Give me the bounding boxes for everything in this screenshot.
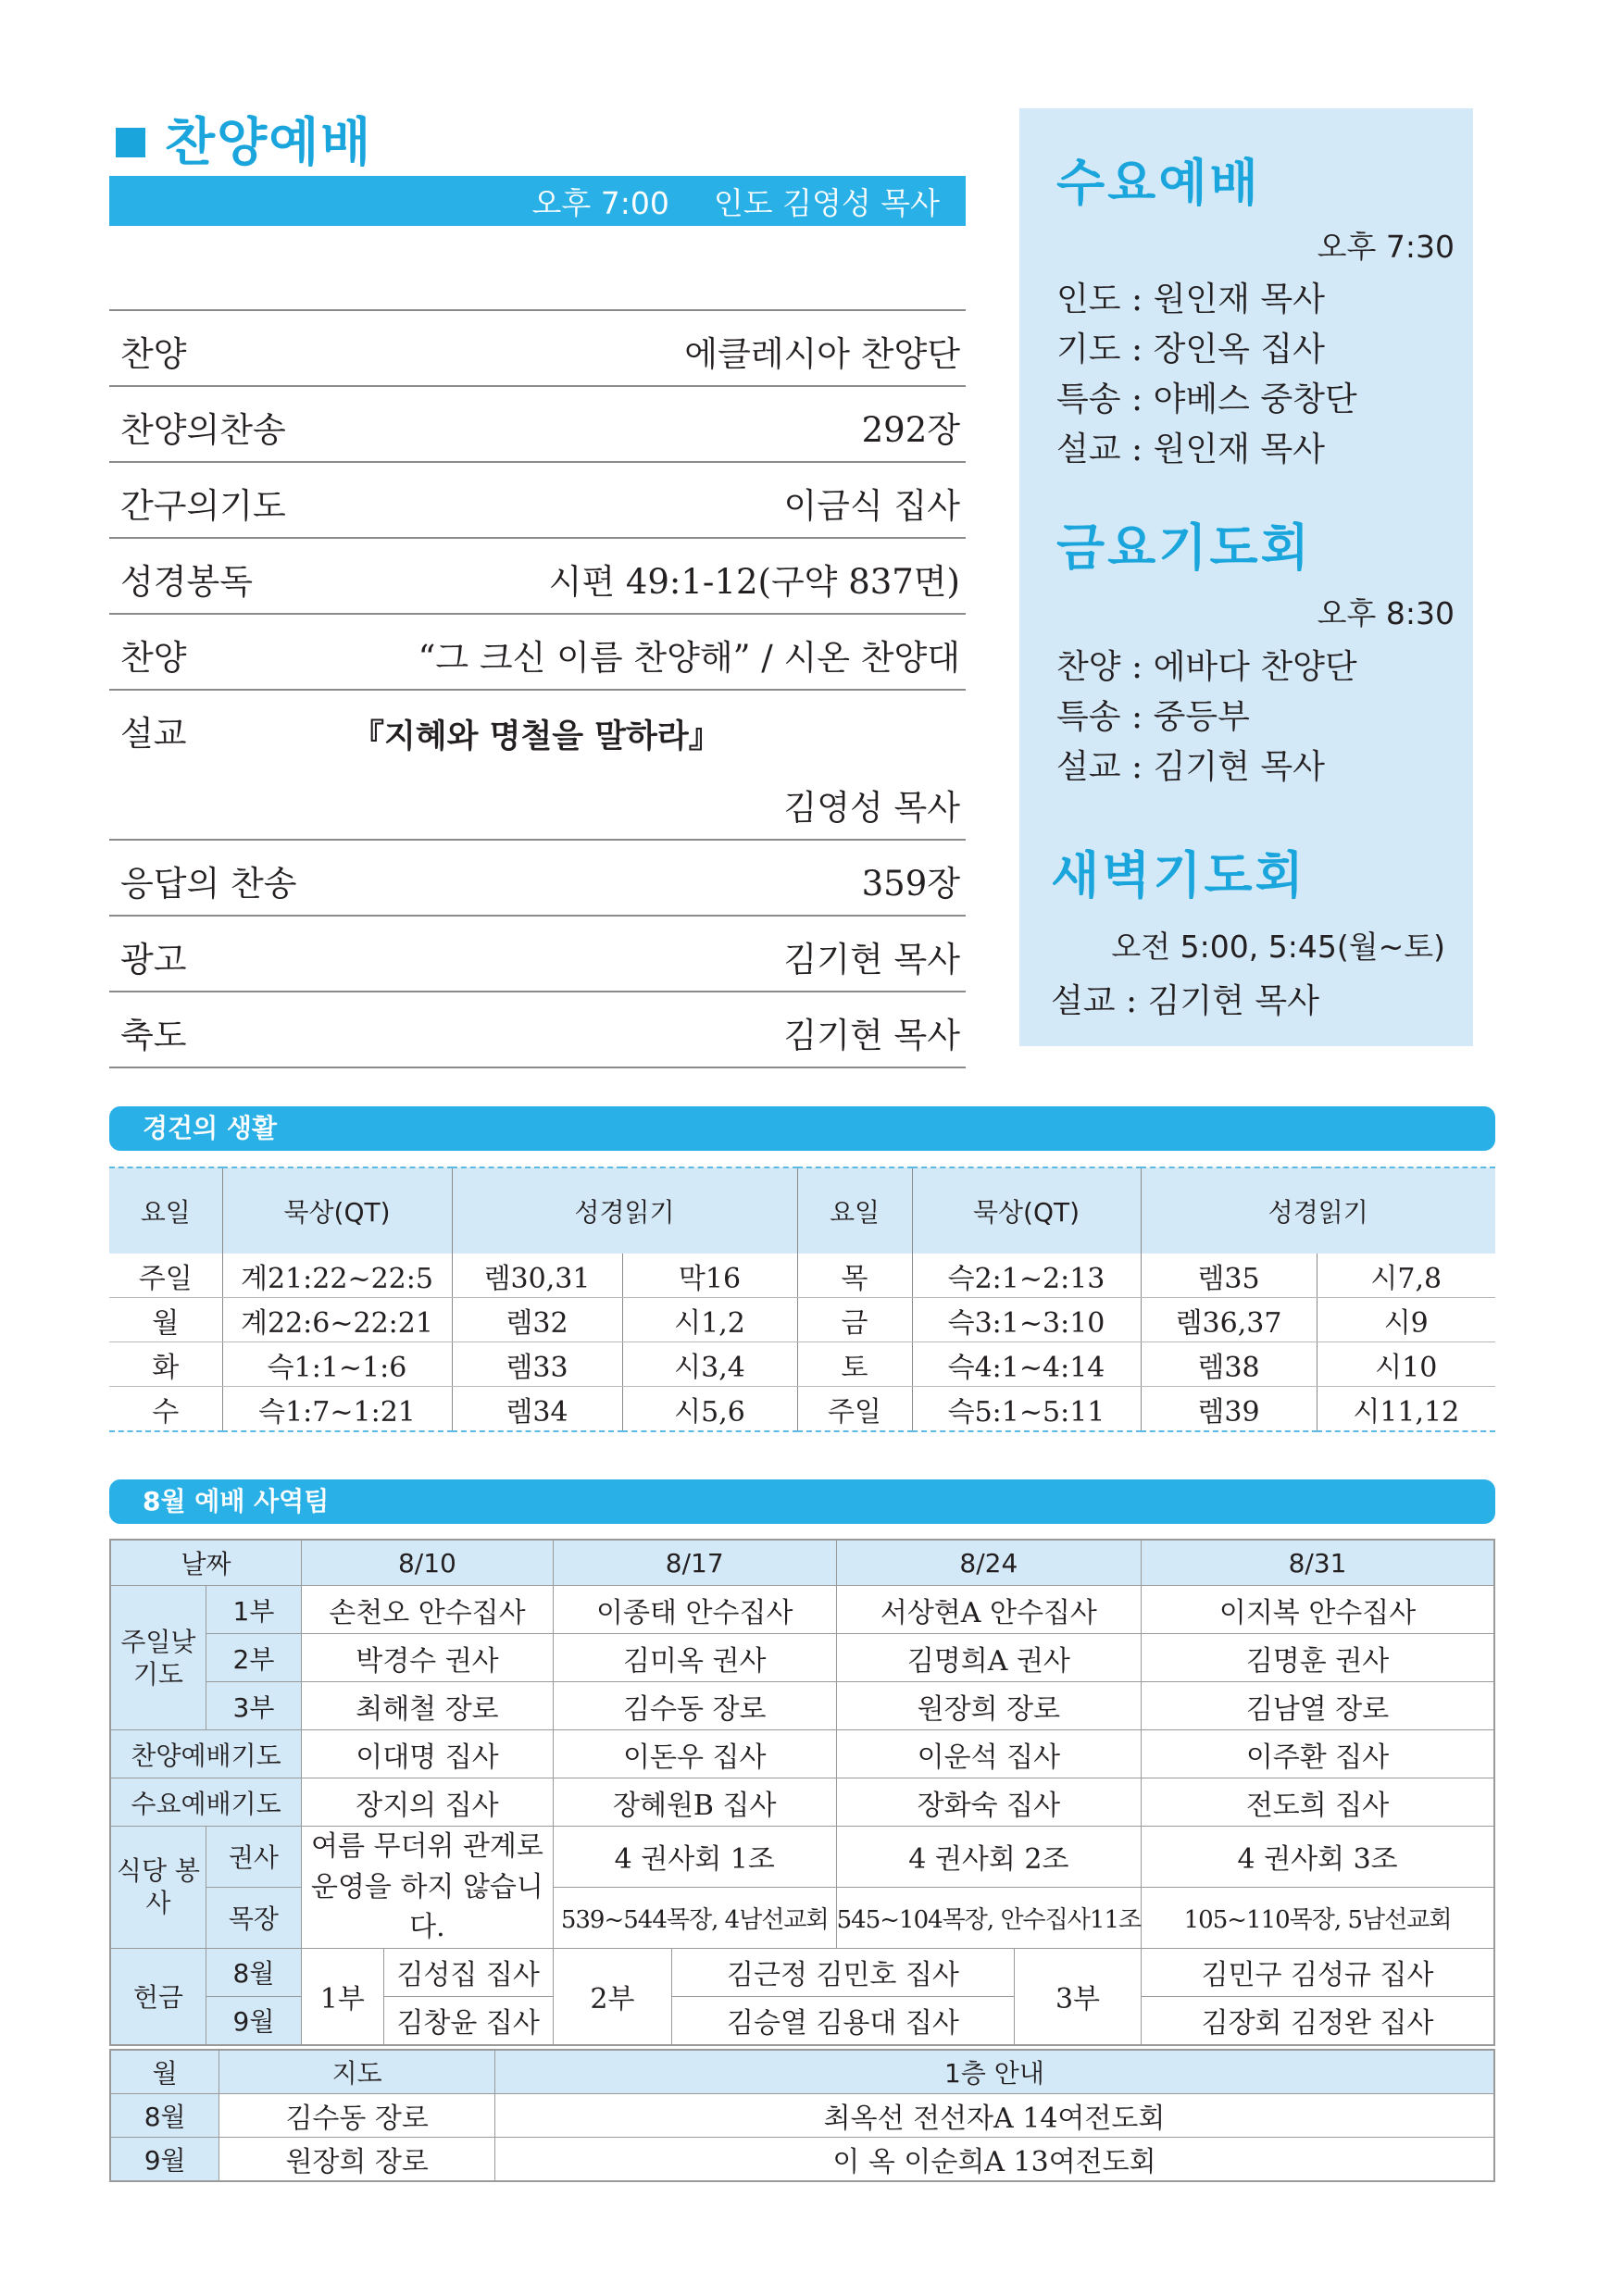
order-label: 찬양 — [120, 334, 187, 374]
qt-row — [109, 1298, 1495, 1342]
wed-line — [1056, 373, 1357, 420]
guide-month: 8월 — [110, 2094, 219, 2138]
sunday-prayer-label: 주일낮 기도 — [110, 1586, 206, 1730]
guide-cell: 원장희 장로 — [219, 2138, 495, 2182]
qt-cell: 렘30,31 — [452, 1254, 622, 1298]
fri-line — [1056, 741, 1325, 788]
part-label: 1부 — [206, 1586, 301, 1634]
team-cell: 김명훈 권사 — [1142, 1634, 1494, 1682]
team-cell: 김승열 김용대 집사 — [672, 1996, 1015, 2045]
team-cell: 전도희 집사 — [1142, 1778, 1494, 1827]
team-cell: 539~544목장, 4남선교회 — [553, 1887, 836, 1948]
qt-cell: 토 — [797, 1342, 912, 1387]
team-cell: 김민구 김성규 집사 — [1142, 1948, 1494, 1996]
wed-person: : 장인옥 집사 — [1120, 331, 1325, 368]
guide-cell: 이 옥 이순희A 13여전도회 — [494, 2138, 1494, 2182]
order-row — [109, 613, 966, 689]
wed-person: : 원인재 목사 — [1120, 430, 1325, 468]
qt-cell: 렘38 — [1141, 1342, 1317, 1387]
team-cell: 이주환 집사 — [1142, 1730, 1494, 1778]
offering-part: 2부 — [553, 1948, 671, 2045]
qt-cell: 주일 — [797, 1387, 912, 1432]
qt-cell: 시1,2 — [622, 1298, 797, 1342]
guide-cell: 최옥선 전선자A 14여전도회 — [494, 2094, 1494, 2138]
kitchen-sub-label: 권사 — [206, 1827, 301, 1888]
qt-cell: 슥1:7~1:21 — [222, 1387, 452, 1432]
team-cell: 장혜원B 집사 — [553, 1778, 836, 1827]
wed-role: 인도 — [1056, 281, 1121, 318]
offering-month: 9월 — [206, 1996, 301, 2045]
order-value: “그 크신 이름 찬양해” / 시온 찬양대 — [418, 638, 960, 678]
order-row — [109, 537, 966, 613]
team-cell: 이돈우 집사 — [553, 1730, 836, 1778]
wed-line — [1056, 273, 1325, 320]
order-label: 응답의 찬송 — [120, 864, 297, 904]
qt-table — [109, 1167, 1495, 1432]
team-cell: 4 권사회 2조 — [836, 1827, 1141, 1888]
date-header: 8/31 — [1142, 1540, 1494, 1586]
team-section-header: 8월 예배 사역팀 — [109, 1479, 1495, 1524]
qt-cell: 슥4:1~4:14 — [912, 1342, 1141, 1387]
qt-cell: 슥2:1~2:13 — [912, 1254, 1141, 1298]
order-row — [109, 839, 966, 915]
offering-month: 8월 — [206, 1948, 301, 1996]
date-header: 8/10 — [302, 1540, 554, 1586]
order-label: 광고 — [120, 940, 187, 980]
kitchen-sub-label: 목장 — [206, 1887, 301, 1948]
qt-cell: 시10 — [1317, 1342, 1495, 1387]
order-row — [109, 915, 966, 991]
guide-header: 월 — [110, 2050, 219, 2094]
order-row-sermon — [109, 689, 966, 839]
qt-cell: 렘39 — [1141, 1387, 1317, 1432]
team-cell: 김명희A 권사 — [836, 1634, 1141, 1682]
qt-cell: 주일 — [109, 1254, 222, 1298]
team-cell: 4 권사회 1조 — [553, 1827, 836, 1888]
fri-role: 설교 — [1056, 748, 1121, 786]
team-cell: 원장희 장로 — [836, 1682, 1141, 1730]
qt-row — [109, 1254, 1495, 1298]
qt-cell: 시7,8 — [1317, 1254, 1495, 1298]
qt-cell: 시11,12 — [1317, 1387, 1495, 1432]
qt-header-cell: 묵상(QT) — [912, 1167, 1141, 1254]
qt-cell: 계22:6~22:21 — [222, 1298, 452, 1342]
praise-prayer-label: 찬양예배기도 — [110, 1730, 302, 1778]
wed-person: : 원인재 목사 — [1120, 281, 1325, 318]
fri-person: : 중등부 — [1120, 698, 1250, 736]
qt-header-cell: 요일 — [797, 1167, 912, 1254]
order-row — [109, 991, 966, 1068]
qt-cell: 시3,4 — [622, 1342, 797, 1387]
order-label: 설교 — [120, 714, 187, 754]
team-cell: 이종태 안수집사 — [553, 1586, 836, 1634]
qt-row — [109, 1342, 1495, 1387]
team-cell: 김근정 김민호 집사 — [672, 1948, 1015, 1996]
qt-header-cell: 요일 — [109, 1167, 222, 1254]
date-label: 날짜 — [110, 1540, 302, 1586]
qt-header-row — [109, 1167, 1495, 1254]
evening-leader: 인도 김영성 목사 — [713, 184, 940, 221]
offering-part: 1부 — [302, 1948, 383, 2045]
part-label: 2부 — [206, 1634, 301, 1682]
team-cell: 장화숙 집사 — [836, 1778, 1141, 1827]
order-label: 간구의기도 — [120, 486, 286, 526]
order-value: 이금식 집사 — [783, 486, 960, 526]
team-cell: 김장회 김정완 집사 — [1142, 1996, 1494, 2045]
team-cell: 김수동 장로 — [553, 1682, 836, 1730]
evening-service-bar — [109, 176, 966, 226]
team-cell: 김성집 집사 — [383, 1948, 553, 1996]
order-row — [109, 461, 966, 537]
wed-line — [1056, 323, 1325, 370]
qt-cell: 렘33 — [452, 1342, 622, 1387]
qt-header-cell: 묵상(QT) — [222, 1167, 452, 1254]
qt-section-header: 경건의 생활 — [109, 1106, 1495, 1151]
order-label: 성경봉독 — [120, 562, 253, 602]
kitchen-note: 여름 무더위 관계로 운영을 하지 않습니다. — [302, 1827, 554, 1949]
team-table — [109, 1539, 1495, 2046]
guide-header: 1층 안내 — [494, 2050, 1494, 2094]
team-cell: 105~110목장, 5남선교회 — [1142, 1887, 1494, 1948]
wed-service-time: 오후 7:30 — [1317, 229, 1455, 265]
guide-month: 9월 — [110, 2138, 219, 2182]
wed-line — [1056, 423, 1325, 470]
qt-cell: 렘35 — [1141, 1254, 1317, 1298]
guide-header: 지도 — [219, 2050, 495, 2094]
date-header: 8/17 — [553, 1540, 836, 1586]
team-cell: 4 권사회 3조 — [1142, 1827, 1494, 1888]
team-cell: 손천오 안수집사 — [302, 1586, 554, 1634]
fri-line — [1056, 691, 1250, 738]
evening-service-title: 찬양예배 — [165, 113, 373, 173]
weekday-services-box — [1019, 108, 1473, 1046]
team-cell: 김창윤 집사 — [383, 1996, 553, 2045]
team-cell: 이운석 집사 — [836, 1730, 1141, 1778]
fri-person: : 에바다 찬양단 — [1120, 648, 1357, 686]
wed-role: 설교 — [1056, 430, 1121, 468]
qt-cell: 목 — [797, 1254, 912, 1298]
qt-cell: 슥1:1~1:6 — [222, 1342, 452, 1387]
order-label: 찬양 — [120, 638, 187, 678]
guide-cell: 김수동 장로 — [219, 2094, 495, 2138]
team-cell: 김남열 장로 — [1142, 1682, 1494, 1730]
qt-cell: 렘32 — [452, 1298, 622, 1342]
team-cell: 이대명 집사 — [302, 1730, 554, 1778]
dawn-person: : 김기현 목사 — [1115, 982, 1319, 1020]
wed-person: : 야베스 중창단 — [1120, 381, 1357, 418]
order-value: 292장 — [861, 410, 960, 450]
wed-service-title: 수요예배 — [1056, 154, 1261, 212]
order-value: 에클레시아 찬양단 — [684, 334, 960, 374]
fri-role: 찬양 — [1056, 648, 1121, 686]
offering-part: 3부 — [1014, 1948, 1141, 2045]
fri-service-title: 금요기도회 — [1056, 518, 1312, 577]
qt-cell: 막16 — [622, 1254, 797, 1298]
order-value: 359장 — [861, 864, 960, 904]
fri-service-time: 오후 8:30 — [1317, 595, 1455, 631]
qt-cell: 수 — [152, 1395, 180, 1429]
qt-cell: 시5,6 — [622, 1387, 797, 1432]
fri-line — [1056, 641, 1357, 688]
qt-header-cell: 성경읽기 — [1141, 1167, 1495, 1254]
order-row — [109, 385, 966, 461]
team-cell: 박경수 권사 — [302, 1634, 554, 1682]
qt-cell: 시9 — [1317, 1298, 1495, 1342]
order-value: 김기현 목사 — [783, 940, 960, 980]
fri-person: : 김기현 목사 — [1120, 748, 1325, 786]
part-label: 3부 — [206, 1682, 301, 1730]
qt-header-cell: 성경읽기 — [452, 1167, 797, 1254]
team-cell: 이지복 안수집사 — [1142, 1586, 1494, 1634]
wed-role: 기도 — [1056, 331, 1121, 368]
date-header: 8/24 — [836, 1540, 1141, 1586]
section-marker-icon — [116, 128, 145, 157]
service-order-list — [109, 309, 966, 1068]
team-cell: 최해철 장로 — [302, 1682, 554, 1730]
dawn-service-title: 새벽기도회 — [1051, 846, 1306, 905]
dawn-service-time: 오전 5:00, 5:45(월~토) — [1111, 929, 1445, 965]
order-row — [109, 309, 966, 385]
qt-cell: 슥5:1~5:11 — [912, 1387, 1141, 1432]
qt-cell: 계21:22~22:5 — [222, 1254, 452, 1298]
qt-cell: 슥3:1~3:10 — [912, 1298, 1141, 1342]
wed-role: 특송 — [1056, 381, 1121, 418]
kitchen-label: 식당 봉사 — [110, 1827, 206, 1949]
team-cell: 서상현A 안수집사 — [836, 1586, 1141, 1634]
qt-cell: 화 — [109, 1342, 222, 1387]
guide-table — [109, 2049, 1495, 2182]
team-cell: 545~104목장, 안수집사11조 — [836, 1887, 1141, 1948]
order-value: 김영성 목사 — [783, 788, 960, 828]
team-cell: 장지의 집사 — [302, 1778, 554, 1827]
order-value: 김기현 목사 — [783, 1016, 960, 1055]
qt-row — [109, 1387, 1495, 1432]
sermon-title: 『지혜와 명철을 말하라』 — [352, 718, 721, 755]
qt-cell: 렘34 — [452, 1387, 622, 1432]
order-label: 축도 — [120, 1016, 187, 1055]
wed-prayer-label: 수요예배기도 — [110, 1778, 302, 1827]
order-value: 시편 49:1-12(구약 837면) — [548, 562, 960, 602]
qt-cell: 금 — [797, 1298, 912, 1342]
team-cell: 김미옥 권사 — [553, 1634, 836, 1682]
fri-role: 특송 — [1056, 698, 1121, 736]
qt-cell: 렘36,37 — [1141, 1298, 1317, 1342]
dawn-line — [1051, 975, 1319, 1022]
offering-label: 헌금 — [110, 1948, 206, 2045]
dawn-role: 설교 — [1051, 982, 1116, 1020]
order-label: 찬양의찬송 — [120, 410, 286, 450]
qt-cell: 월 — [109, 1298, 222, 1342]
evening-time: 오후 7:00 — [531, 184, 669, 221]
